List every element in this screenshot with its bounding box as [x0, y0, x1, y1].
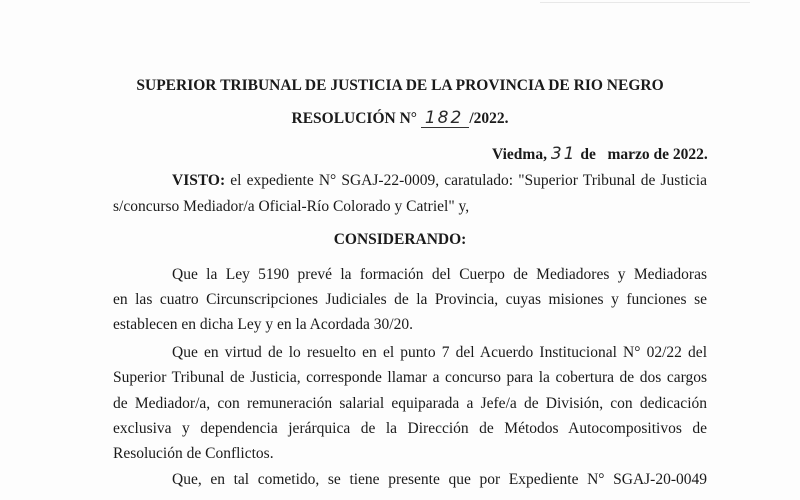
- resolution-suffix: /2022.: [469, 110, 509, 127]
- resolution-title: [0, 109, 800, 129]
- p2-line-3: de Mediador/a, con remuneración salarial equiparada a Jefe/a de División, con dedicación: [113, 395, 707, 412]
- p1-line-2: en las cuatro Circunscripciones Judiciales de la Provincia, cuyas misiones y funciones se: [113, 291, 707, 308]
- scan-artifact: [540, 2, 750, 3]
- visto-text-1: el expediente N° SGAJ-22-0009, caratulado: "Superior Tribunal de Justicia: [230, 172, 707, 189]
- resolution-prefix: RESOLUCIÓN N°: [291, 110, 417, 127]
- date-line: [492, 144, 708, 165]
- date-day-handwritten: 31: [550, 144, 577, 164]
- p3-line-1: Que, en tal cometido, se tiene presente que por Expediente N° SGAJ-20-0049: [172, 471, 707, 488]
- visto-label: VISTO:: [172, 172, 226, 189]
- p2-line-5: Resolución de Conflictos.: [113, 445, 274, 462]
- date-rest: de marzo de 2022.: [580, 146, 708, 163]
- visto-line-1: [172, 171, 707, 191]
- resolution-number-handwritten: 182: [421, 110, 469, 128]
- visto-line-2: s/concurso Mediador/a Oficial-Río Colorado y Catriel" y,: [113, 198, 470, 215]
- p2-line-4: exclusiva y dependencia jerárquica de la Dirección de Métodos Autocompositivos de: [113, 420, 707, 437]
- p2-line-1: Que en virtud de lo resuelto en el punto 7 del Acuerdo Institucional N° 02/22 del: [172, 344, 707, 361]
- p2-line-2: Superior Tribunal de Justicia, corresponde llamar a concurso para la cobertura de dos cargos: [113, 369, 707, 386]
- considerando-heading: CONSIDERANDO:: [333, 231, 467, 248]
- date-place: Viedma,: [492, 146, 547, 163]
- p1-line-3: establecen en dicha Ley y en la Acordada 30/20.: [113, 316, 413, 333]
- document-header: SUPERIOR TRIBUNAL DE JUSTICIA DE LA PROVINCIA DE RIO NEGRO: [136, 77, 664, 94]
- p1-line-1: Que la Ley 5190 prevé la formación del Cuerpo de Mediadores y Mediadoras: [172, 266, 707, 283]
